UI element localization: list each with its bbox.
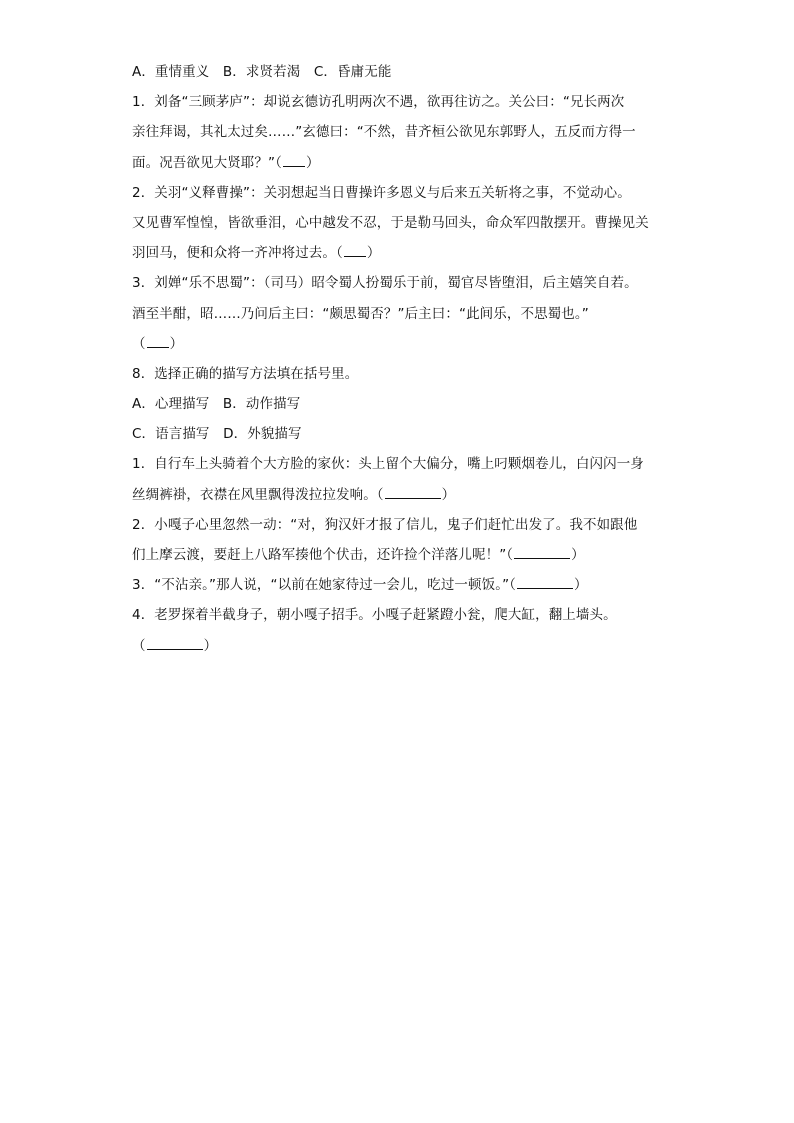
s7-q2-line1: 2．关羽“义释曹操”：关羽想起当日曹操许多恩义与后来五关斩将之事，不觉动心。 bbox=[132, 184, 631, 201]
s8-q4-open-paren: （ bbox=[132, 637, 146, 654]
s8-q2-line2 bbox=[132, 545, 672, 565]
s8-q3-line1 bbox=[132, 575, 672, 595]
s8-q1-line1: 1．自行车上头骑着个大方脸的家伙：头上留个大偏分，嘴上叼颗烟卷儿，白闪闪一身 bbox=[132, 456, 644, 473]
s7-q1-line2: 亲往拜谒，其礼太过矣……”玄德曰：“不然，昔齐桓公欲见东郭野人，五反而方得一 bbox=[132, 124, 636, 141]
s7-q1-answer-blank[interactable] bbox=[283, 153, 305, 167]
s7-q1-line1: 1．刘备“三顾茅庐”：却说玄德访孔明两次不遇，欲再往访之。关公曰：“兄长两次 bbox=[132, 94, 625, 111]
s7-q2-line2: 又见曹军惶惶，皆欲垂泪，心中越发不忍，于是勒马回头，命众军四散摆开。曹操见关 bbox=[132, 214, 649, 231]
s8-q3-answer-blank[interactable] bbox=[517, 575, 573, 589]
section8-heading: 8．选择正确的描写方法填在括号里。 bbox=[132, 365, 359, 382]
s7-q3-open-paren: （ bbox=[132, 335, 146, 352]
s7-q1-line3-text: 面。况吾欲见大贤耶？”（ bbox=[132, 154, 282, 171]
s8-q2-line2-text: 们上摩云渡，要赶上八路军揍他个伏击，还许捡个洋落儿呢！”（ bbox=[132, 547, 514, 563]
s8-q3-text: 3．“不沾亲。”那人说，“以前在她家待过一会儿，吃过一顿饭。”（ bbox=[132, 577, 517, 594]
s8-q1-line2 bbox=[132, 485, 672, 505]
s8-q2-line1: 2．小嘎子心里忽然一动：“对，狗汉奸才报了信儿，鬼子们赶忙出发了。我不如跟他 bbox=[132, 516, 638, 533]
s8-q3-close-paren: ） bbox=[574, 577, 588, 594]
s8-q2-answer-blank[interactable] bbox=[514, 545, 570, 559]
s7-q3-line1: 3．刘婵“乐不思蜀”：（司马）昭令蜀人扮蜀乐于前，蜀官尽皆堕泪，后主嬉笑自若。 bbox=[132, 275, 638, 292]
s8-q1-answer-blank[interactable] bbox=[385, 485, 441, 499]
s7-q1-close-paren: ） bbox=[305, 154, 320, 171]
s8-q4-line2 bbox=[132, 636, 672, 656]
s7-q2-answer-blank[interactable] bbox=[344, 243, 366, 257]
s8-q4-answer-blank[interactable] bbox=[147, 636, 203, 650]
s7-q3-line2: 酒至半酣，昭……乃问后主曰：“颇思蜀否？”后主曰：“此间乐，不思蜀也。” bbox=[132, 305, 589, 322]
section8-options-2: C．语言描写 D．外貌描写 bbox=[132, 426, 302, 443]
s7-q3-answer-blank[interactable] bbox=[147, 334, 169, 348]
section8-options-1: A．心理描写 B．动作描写 bbox=[132, 396, 301, 413]
section7-options: A．重情重义 B．求贤若渴 C．昏庸无能 bbox=[132, 64, 392, 80]
s8-q1-line2-text: 丝绸裤褂，衣襟在风里飘得泼拉拉发响。（ bbox=[132, 486, 384, 503]
s8-q4-line1: 4．老罗探着半截身子，朝小嘎子招手。小嘎子赶紧蹬小瓮，爬大缸，翻上墙头。 bbox=[132, 607, 617, 624]
s8-q2-close-paren: ） bbox=[571, 547, 585, 563]
s7-q1-line3 bbox=[132, 153, 672, 173]
s8-q4-close-paren: ） bbox=[203, 637, 218, 654]
s7-q2-close-paren: ） bbox=[366, 245, 381, 262]
s7-q3-close-paren: ） bbox=[169, 335, 184, 352]
s7-q2-line3 bbox=[132, 243, 672, 263]
s7-q2-line3-text: 羽回马，便和众将一齐冲将过去。（ bbox=[132, 245, 343, 262]
exercise-content bbox=[132, 62, 672, 666]
s7-q3-line3 bbox=[132, 334, 672, 354]
s8-q1-close-paren: ） bbox=[441, 486, 456, 503]
